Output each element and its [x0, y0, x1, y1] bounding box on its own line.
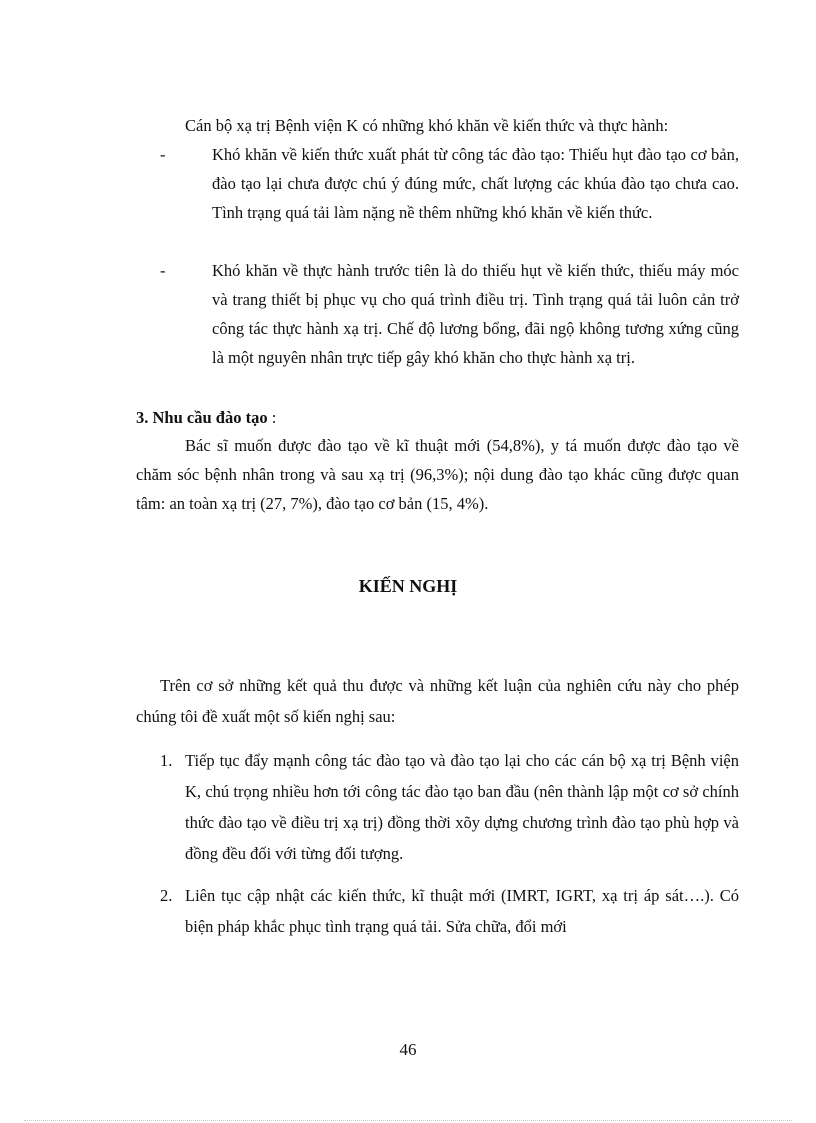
section3-heading-suffix: : [267, 408, 277, 427]
page-bottom-divider [24, 1120, 792, 1121]
page-number: 46 [399, 1040, 417, 1059]
bullet-item: Khó khăn về kiến thức xuất phát từ công tác đào tạo: Thiếu hụt đào tạo cơ bản, đào tạo lại chưa được chú ý đúng mức, chất lượng các khúa đào tạo chưa cao. Tình trạng quá tải làm nặng nề thêm những khó khăn về kiến thức. [212, 145, 739, 222]
bullet-item: Khó khăn về thực hành trước tiên là do thiếu hụt về kiến thức, thiếu máy móc và trang thiết bị phục vụ cho quá trình điều trị. Tình trạng quá tải luôn cản trở công tác thực hành xạ trị. Chế độ lương bổng, đãi ngộ không tương xứng cũng là một nguyên nhân trực tiếp gây khó khăn cho thực hành xạ trị. [212, 261, 739, 367]
list-number: 1. [160, 751, 173, 770]
section3-heading [136, 403, 276, 432]
recommendations-title: KIẾN NGHỊ [358, 576, 458, 596]
list-number: 2. [160, 886, 173, 905]
bullet-marker: - [160, 261, 166, 280]
list-item: Tiếp tục đẩy mạnh công tác đào tạo và đào tạo lại cho các cán bộ xạ trị Bệnh viện K, chú trọng nhiều hơn tới công tác đào tạo ban đầu (nên thành lập một cơ sở chính thức đào tạo về điều trị xạ trị) đồng thời xõy dựng chương trình đào tạo phù hợp và đồng đều đối với từng đối tượng. [185, 751, 739, 863]
recommendations-intro: Trên cơ sở những kết quả thu được và những kết luận của nghiên cứu này cho phép chúng tôi đề xuất một số kiến nghị sau: [136, 676, 739, 726]
list-item: Liên tục cập nhật các kiến thức, kĩ thuật mới (IMRT, IGRT, xạ trị áp sát….). Có biện pháp khắc phục tình trạng quá tải. Sửa chữa, đổi mới [185, 886, 739, 936]
bullet-marker: - [160, 145, 166, 164]
section3-heading-text: 3. Nhu cầu đào tạo [136, 408, 268, 427]
section2-lead: Cán bộ xạ trị Bệnh viện K có những khó khăn về kiến thức và thực hành: [185, 116, 669, 135]
section3-paragraph: Bác sĩ muốn được đào tạo về kĩ thuật mới (54,8%), y tá muốn được đào tạo về chăm sóc bệnh nhân trong và sau xạ trị (96,3%); nội dung đào tạo khác cũng được quan tâm: an toàn xạ trị (27, 7%), đào tạo cơ bản (15, 4%). [136, 436, 739, 513]
